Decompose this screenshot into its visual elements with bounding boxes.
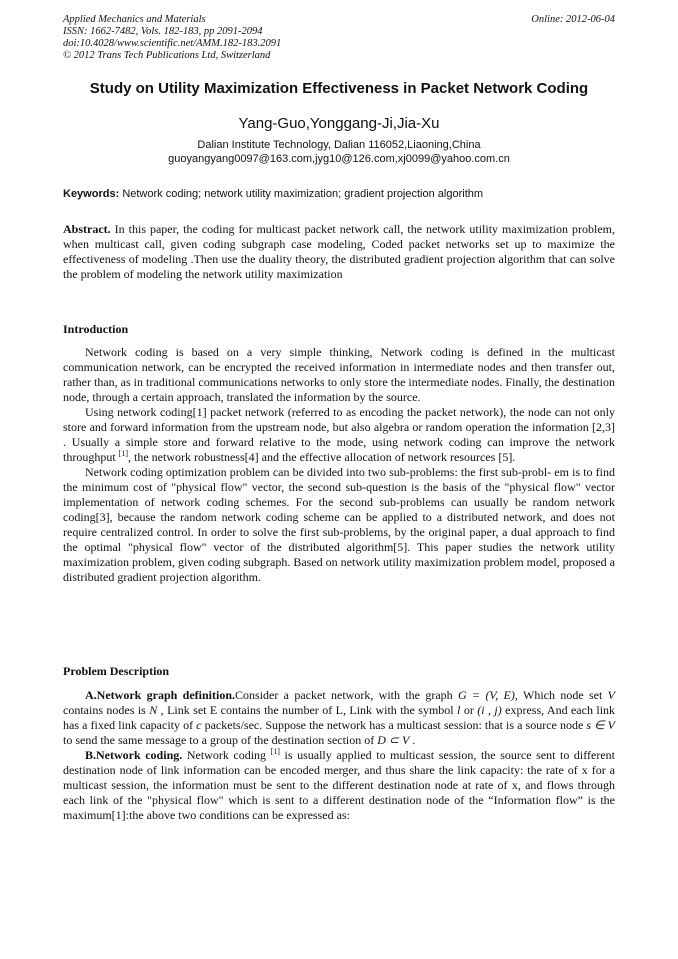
affiliation-institute: Dalian Institute Technology, Dalian 116052,Liaoning,China [197,139,481,151]
journal-copyright: © 2012 Trans Tech Publications Ltd, Switzerland [63,50,271,61]
online-date: Online: 2012-06-04 [531,14,615,25]
paper-authors: Yang-Guo,Yonggang-Ji,Jia-Xu [238,115,440,132]
problem-paragraph-b: B.Network coding. Network coding [1] is usually applied to multicast session, the source sent to different destination node of link information can be encoded merger, and thus share the link capacity: the rate of x for a multicast session, the information must be sent to the different destination node at rate of x, and flows through each link of the "physical flow" which is sent to a different destination node of the “Information flow” is the maximum[1]:the above two conditions can be expressed as: [63,747,615,822]
intro-paragraph: Using network coding[1] packet network (referred to as encoding the packet network), the node can not only store and forward information from the upstream node, but also algebra or random operation the information [2,3] . Usually a simple store and forward relative to the mode, using network coding can improve the network throughput [1], the network robustness[4] and the effective allocation of network resources [5]. [63,405,615,464]
affiliation [40,138,638,166]
introduction-body [63,345,615,585]
abstract [63,222,615,282]
keywords-label: Keywords: [63,188,120,200]
problem-description-body [63,688,615,823]
intro-paragraph: Network coding optimization problem can be divided into two sub-problems: the first sub-probl- em is to find the minimum cost of "physical flow" vector, the second sub-question is the basis of the "physical flow" vector implementation of network coding schemes. For the second sub-problems can usually be random network coding[3], because the random network coding scheme can be applied to a distributed network, and does not require centralized control. In order to solve the first sub-problems, by the original paper, a dual approach to find the optimal "physical flow" vector of the distributed algorithm[5]. This paper studies the network utility maximization problem, given coding subgraph. Based on network utility maximization problem model, proposed a distributed gradient projection algorithm. [63,465,615,584]
keywords [63,187,615,201]
section-heading-problem-description: Problem Description [63,664,170,678]
journal-name: Applied Mechanics and Materials [63,14,206,25]
abstract-label: Abstract. [63,222,111,236]
intro-paragraph: Network coding is based on a very simple thinking, Network coding is defined in the multicast communication network, can be encrypted the received information in intermediate nodes and then transfer out, rather than, as in traditional communications networks to only store the intermediate nodes. Finally, the destination node, through a certain approach, translated the information by the source. [63,345,615,404]
journal-issn: ISSN: 1662-7482, Vols. 182-183, pp 2091-2094 [63,26,263,37]
paper-title: Study on Utility Maximization Effectiveness in Packet Network Coding [89,80,589,97]
journal-doi: doi:10.4028/www.scientific.net/AMM.182-183.2091 [63,38,282,49]
keywords-text: Network coding; network utility maximization; gradient projection algorithm [122,188,484,200]
affiliation-emails: guoyangyang0097@163.com,jyg10@126.com,xj0099@yahoo.com.cn [168,153,510,165]
section-heading-introduction: Introduction [63,322,129,336]
journal-meta [63,14,281,62]
problem-paragraph-a: A.Network graph definition.Consider a packet network, with the graph G = (V, E), Which node set V contains nodes is N , Link set E contains the number of L, Link with the symbol l or (i , j) express, And each link has a fixed link capacity of c packets/sec. Suppose the network has a multicast session: that is a source node s ∈ V to send the same message to a group of the destination section of D ⊂ V . [63,688,616,747]
abstract-text: In this paper, the coding for multicast packet network call, the network utility maximization problem, when multicast call, given coding subgraph case modeling, Coded packet networks set up to maximize the effectiveness of modeling .Then use the duality theory, the distributed gradient projection algorithm that can solve the problem of modeling the network utility maximization [63,222,615,281]
